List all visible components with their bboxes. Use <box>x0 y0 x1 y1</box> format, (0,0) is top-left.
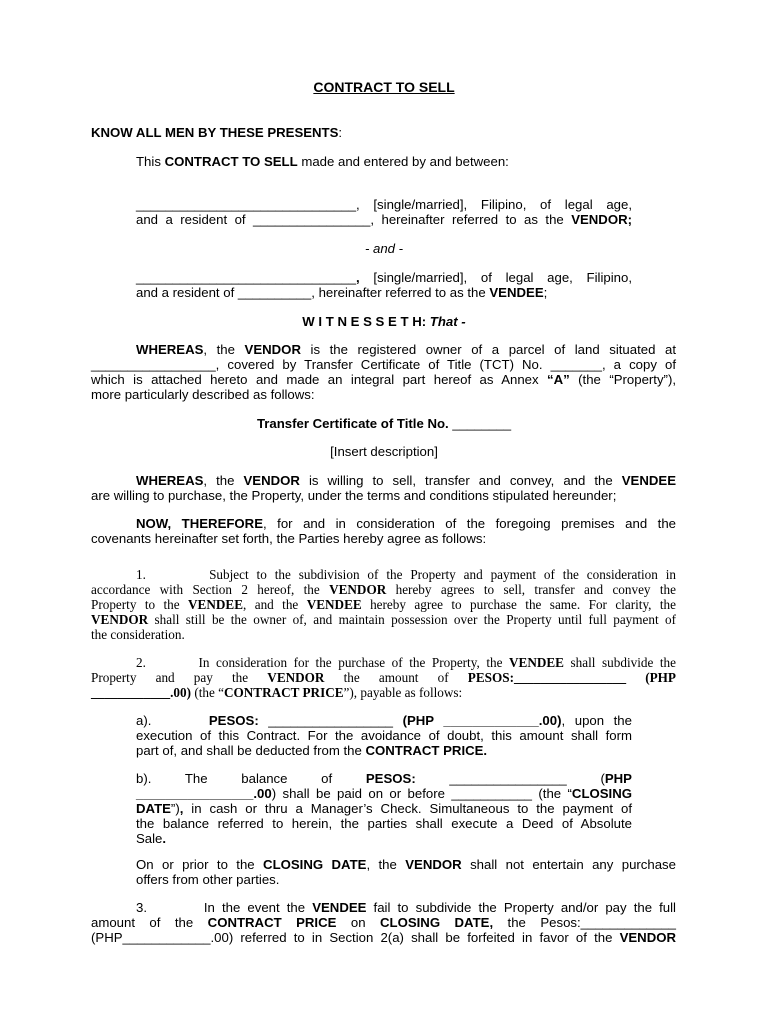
whereas2-line-2: are willing to purchase, the Property, under the terms and conditions stipulated hereunder; <box>91 488 617 503</box>
sec1-line-5: the consideration. <box>91 627 185 642</box>
item-a-l3-pre: part of, and shall be deducted from the <box>136 743 366 758</box>
item-b-pesos: PESOS: <box>365 771 416 786</box>
sec1-line-2 <box>91 582 676 597</box>
sec1-vendor-b: VENDOR <box>91 612 149 627</box>
document-title: CONTRACT TO SELL <box>313 79 455 95</box>
sec3-closing-date: CLOSING DATE, <box>380 915 494 930</box>
sec1-l4-post: shall still be the owner of, and maintain possession over the Property until full payment of <box>148 612 676 627</box>
whereas1-l3-pre: which is attached hereto and made an integral part hereof as Annex <box>91 372 548 387</box>
sec3-l2-post: the Pesos:_____________ <box>493 915 677 930</box>
whereas2-text-b: is willing to sell, transfer and convey, and the <box>299 473 622 488</box>
sec2-l1-post: shall subdivide the <box>563 655 676 670</box>
intro-post: made and entered by and between: <box>297 154 509 169</box>
now-therefore-line-2: covenants hereinafter set forth, the Parties hereby agree as follows: <box>91 531 487 546</box>
item-b-line-1 <box>136 771 632 786</box>
whereas2-text-a: , the <box>203 473 244 488</box>
contract-price-label: CONTRACT PRICE <box>223 685 344 700</box>
item-a-line-2: execution of this Contract. For the avoidance of doubt, this amount shall form <box>136 728 632 743</box>
whereas2-keyword: WHEREAS <box>136 473 204 488</box>
sec2-vendor: VENDOR <box>267 670 325 685</box>
whereas1-line-3 <box>91 372 676 387</box>
sec3-contract-price: CONTRACT PRICE <box>207 915 337 930</box>
sec1-l3-pre: Property to the <box>91 597 189 612</box>
item-a-php: (PHP _____________.00) <box>402 713 562 728</box>
closing-date-label: CLOSING DATE <box>263 857 367 872</box>
whereas2-vendor: VENDOR <box>243 473 300 488</box>
item-b-sale: Sale <box>136 831 163 846</box>
whereas1-keyword: WHEREAS <box>136 342 204 357</box>
now-therefore-text: , for and in consideration of the foregoing premises and the <box>263 516 676 531</box>
witnesseth-that: That - <box>429 314 466 329</box>
intro-pre: This <box>136 154 165 169</box>
intro-bold: CONTRACT TO SELL <box>164 154 298 169</box>
whereas1-line-1 <box>136 342 676 357</box>
sec2-line-1 <box>136 655 676 670</box>
item-b-line-2 <box>136 786 632 801</box>
intro-line <box>136 154 509 169</box>
sec1-line-3 <box>91 597 676 612</box>
sec2-l2-mid: the amount of <box>324 670 468 685</box>
closing-l1-pre: On or prior to the <box>136 857 264 872</box>
item-b-l1-pre: b). The balance of <box>136 771 366 786</box>
whereas1-text-a: , the <box>203 342 245 357</box>
insert-description: [Insert description] <box>330 444 438 459</box>
vendor-line-1: ______________________________, [single/married], Filipino, of legal age, <box>136 197 632 212</box>
item-b-l2-mid: ) shall be paid on or before ___________ (the “ <box>271 786 572 801</box>
witnesseth-text: W I T N E S S E T H: <box>302 314 430 329</box>
item-a-pesos: PESOS: <box>208 713 259 728</box>
closing-vendor: VENDOR <box>405 857 462 872</box>
sec2-l2-pre: Property and pay the <box>91 670 268 685</box>
item-b-comma: , <box>179 801 184 816</box>
item-b-amount-blank: ________________.00 <box>136 786 272 801</box>
whereas1-l3-post: (the “Property”), <box>569 372 676 387</box>
sec1-vendor: VENDOR <box>329 582 387 597</box>
now-therefore-line-1 <box>136 516 676 531</box>
sec2-line-2 <box>91 670 676 685</box>
sec2-vendee: VENDEE <box>509 655 564 670</box>
sec3-line-3 <box>91 930 676 945</box>
sec2-l3-mid: (the “ <box>191 685 224 700</box>
know-all-men-colon: : <box>338 125 343 140</box>
item-b-l3-post: in cash or thru a Manager’s Check. Simultaneous to the payment of <box>183 801 632 816</box>
vendor-label: VENDOR; <box>571 212 632 227</box>
sec3-line-2 <box>91 915 676 930</box>
vendee-line-1 <box>136 270 632 285</box>
item-b-php: PHP <box>604 771 632 786</box>
sec1-l3-mid: , and the <box>243 597 307 612</box>
closing-l1-post: shall not entertain any purchase <box>461 857 676 872</box>
sec3-vendee: VENDEE <box>312 900 367 915</box>
and-separator <box>0 241 768 256</box>
item-a-line-1 <box>136 713 632 728</box>
sec1-vendee-b: VENDEE <box>306 597 362 612</box>
sec3-vendor: VENDOR <box>619 930 676 945</box>
vendee-comma: , <box>356 270 360 285</box>
now-therefore-keyword: NOW, THEREFORE <box>136 516 263 531</box>
sec3-l2-pre: amount of the <box>91 915 208 930</box>
sec1-line-4 <box>91 612 676 627</box>
sec3-line-1 <box>136 900 676 915</box>
sec2-pesos: PESOS:_________________ (PHP <box>467 670 676 685</box>
item-b-date: DATE <box>136 801 171 816</box>
whereas1-text-b: is the registered owner of a parcel of land situated at <box>300 342 676 357</box>
sec1-line-1: 1. Subject to the subdivision of the Property and payment of the consideration in <box>136 567 676 582</box>
vendor-line-2 <box>136 212 632 227</box>
vendee-line-2 <box>136 285 547 300</box>
sec3-l1-post: fail to subdivide the Property and/or pay the full <box>366 900 676 915</box>
closing-para-line-1 <box>136 857 676 872</box>
sec1-l2-post: hereby agrees to sell, transfer and convey the <box>386 582 676 597</box>
tct-heading-text: Transfer Certificate of Title No. <box>256 416 449 431</box>
whereas1-vendor: VENDOR <box>244 342 301 357</box>
item-b-blank: ________________ ( <box>415 771 605 786</box>
vendee-label: VENDEE <box>489 285 544 300</box>
tct-heading <box>0 416 768 431</box>
sec1-l2-pre: accordance with Section 2 hereof, the <box>91 582 330 597</box>
sec2-l3-post: ”), payable as follows: <box>343 685 463 700</box>
sec2-l1-pre: 2. In consideration for the purchase of the Property, the <box>136 655 510 670</box>
item-b-line-3 <box>136 801 632 816</box>
whereas1-line-4: more particularly described as follows: <box>91 387 315 402</box>
closing-para-line-2: offers from other parties. <box>136 872 280 887</box>
sec2-line-3 <box>91 685 462 700</box>
item-b-l3-mid: ”) <box>170 801 180 816</box>
sec3-l3-pre: (PHP____________.00) referred to in Section 2(a) shall be forfeited in favor of the <box>91 930 620 945</box>
know-all-men-text: KNOW ALL MEN BY THESE PRESENTS <box>91 125 339 140</box>
vendee-semicolon: ; <box>543 285 548 300</box>
item-b-line-4: the balance referred to herein, the parties shall execute a Deed of Absolute <box>136 816 632 831</box>
item-b-closing: CLOSING <box>571 786 632 801</box>
vendee-line-1-text: [single/married], of legal age, Filipino, <box>359 270 632 285</box>
item-a-line-3 <box>136 743 487 758</box>
vendor-line-2-text: and a resident of ________________, hereinafter referred to as the <box>136 212 572 227</box>
sec3-l1-pre: 3. In the event the <box>136 900 313 915</box>
item-a-l1-post: , upon the <box>561 713 632 728</box>
tct-blank: ________ <box>448 416 512 431</box>
item-a-blank: _________________ <box>258 713 403 728</box>
item-a-marker: a). <box>136 713 209 728</box>
item-b-period: . <box>162 831 167 846</box>
annex-a: “A” <box>547 372 570 387</box>
item-a-contract-price: CONTRACT PRICE. <box>365 743 488 758</box>
sec1-vendee-a: VENDEE <box>188 597 243 612</box>
vendee-name-blank: ______________________________ <box>136 270 357 285</box>
sec1-l3-post: hereby agree to purchase the same. For clarity, the <box>361 597 676 612</box>
witnesseth-heading <box>0 314 768 329</box>
item-b-line-5 <box>136 831 166 846</box>
closing-l1-mid: , the <box>366 857 406 872</box>
whereas1-line-2: _________________, covered by Transfer Certificate of Title (TCT) No. _______, a copy of <box>91 357 676 372</box>
whereas2-line-1 <box>136 473 676 488</box>
sec3-l2-mid: on <box>336 915 380 930</box>
vendee-line-2-text: and a resident of __________, hereinafter referred to as the <box>136 285 490 300</box>
sec2-php-blank: ____________.00) <box>91 685 192 700</box>
know-all-men-heading <box>91 125 342 140</box>
and-separator-text: - and - <box>364 241 404 256</box>
whereas2-vendee: VENDEE <box>621 473 676 488</box>
